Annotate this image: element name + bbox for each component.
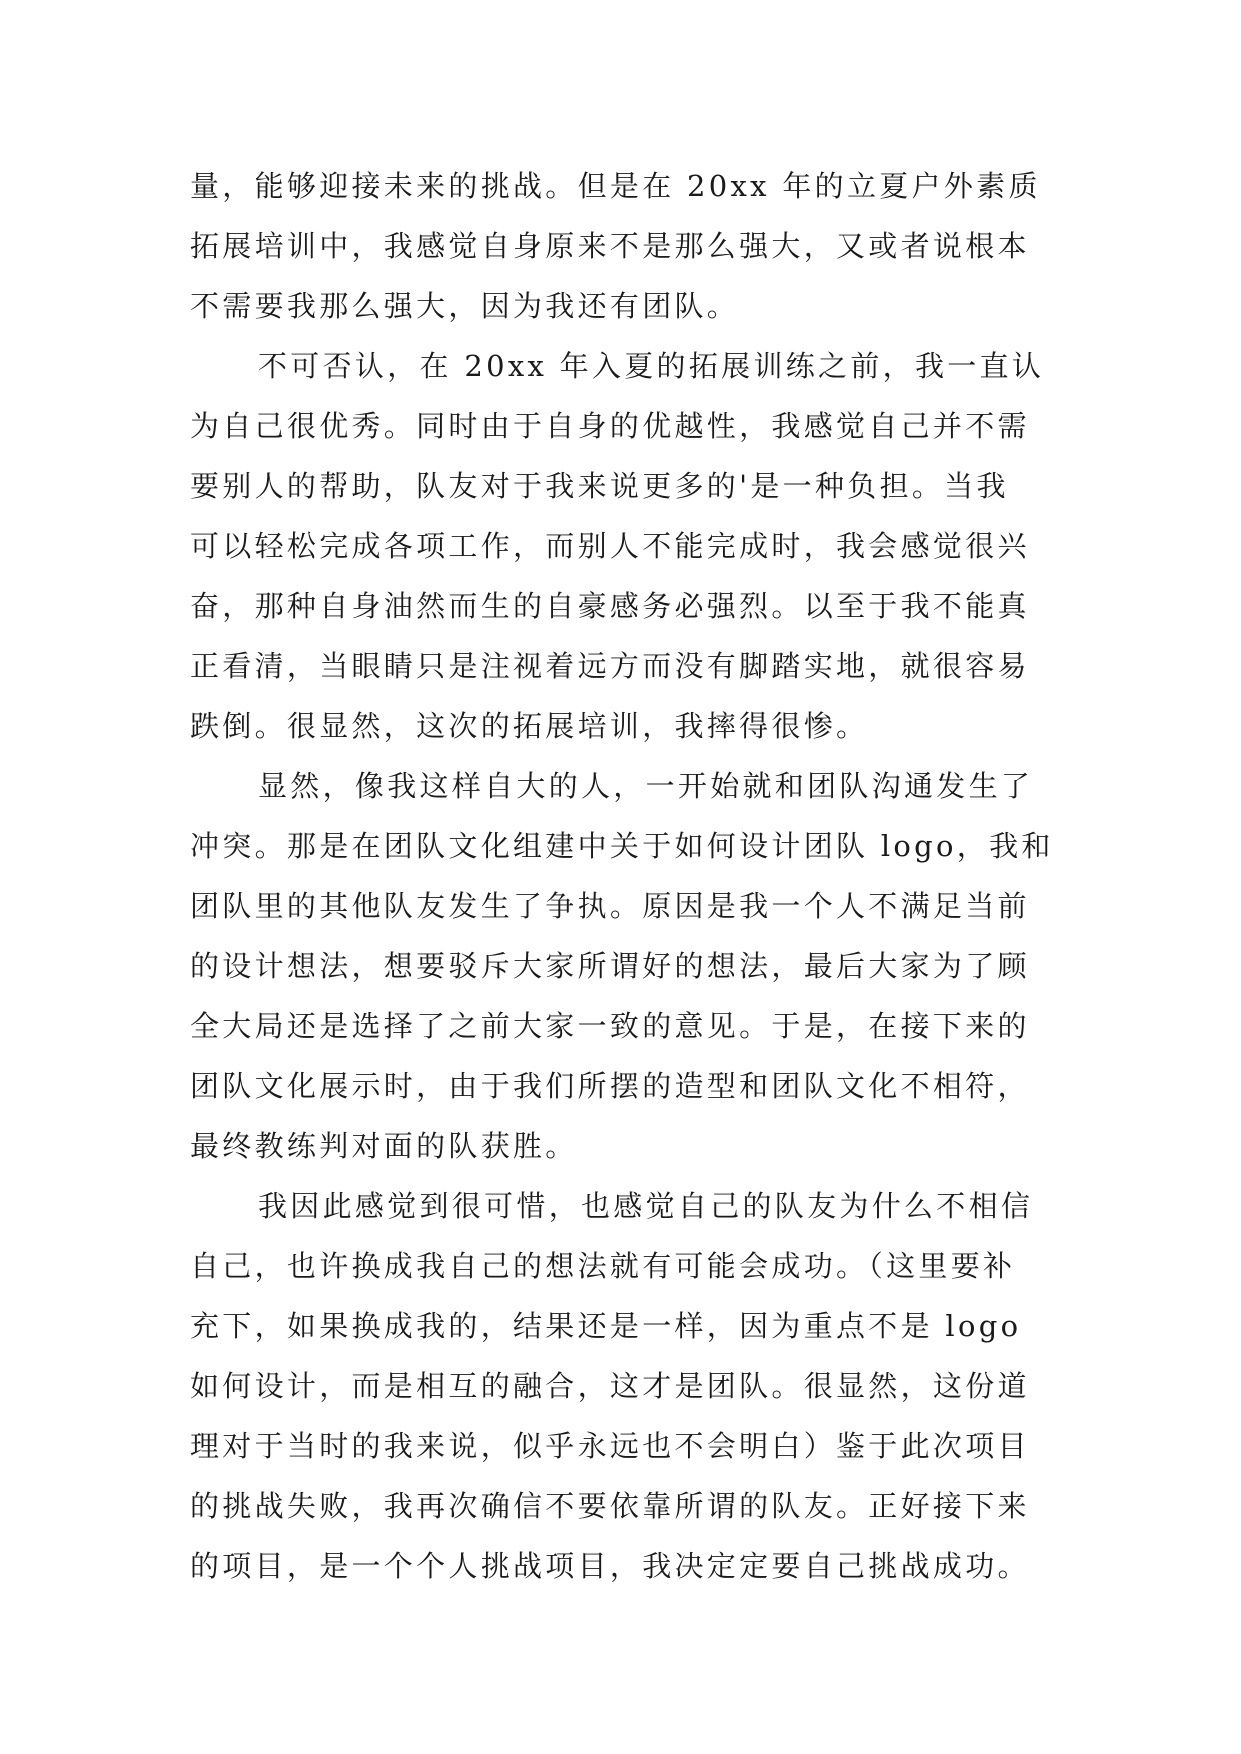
- paragraph-line: 如何设计，而是相互的融合，这才是团队。很显然，这份道: [190, 1369, 1030, 1403]
- paragraph-line: 要别人的帮助，队友对于我来说更多的'是一种负担。当我: [190, 469, 1009, 503]
- paragraph-first-line: 我因此感觉到很可惜，也感觉自己的队友为什么不相信: [258, 1189, 1034, 1223]
- paragraph-line: 量，能够迎接未来的挑战。但是在 20xx 年的立夏户外素质: [190, 169, 1041, 203]
- paragraph-line: 理对于当时的我来说，似乎永远也不会明白）鉴于此次项目: [190, 1429, 1030, 1463]
- paragraph-first-line: 不可否认，在 20xx 年入夏的拓展训练之前，我一直认: [258, 349, 1045, 383]
- paragraph-line: 不需要我那么强大，因为我还有团队。: [190, 289, 740, 323]
- paragraph-line: 的设计想法，想要驳斥大家所谓好的想法，最后大家为了顾: [190, 949, 1030, 983]
- paragraph-first-line: 显然，像我这样自大的人，一开始就和团队沟通发生了: [258, 769, 1034, 803]
- paragraph-line: 冲突。那是在团队文化组建中关于如何设计团队 logo，我和: [190, 829, 1054, 863]
- paragraph-line: 的项目，是一个个人挑战项目，我决定定要自己挑战成功。: [190, 1549, 1030, 1583]
- paragraph-line: 拓展培训中，我感觉自身原来不是那么强大，又或者说根本: [190, 229, 1030, 263]
- paragraph-line: 最终教练判对面的队获胜。: [190, 1129, 578, 1163]
- paragraph-line: 团队文化展示时，由于我们所摆的造型和团队文化不相符，: [190, 1069, 1030, 1103]
- paragraph-line: 充下，如果换成我的，结果还是一样，因为重点不是 logo: [190, 1309, 1022, 1343]
- paragraph-line: 正看清，当眼睛只是注视着远方而没有脚踏实地，就很容易: [190, 649, 1030, 683]
- paragraph-line: 团队里的其他队友发生了争执。原因是我一个人不满足当前: [190, 889, 1030, 923]
- paragraph-line: 奋，那种自身油然而生的自豪感务必强烈。以至于我不能真: [190, 589, 1030, 623]
- paragraph-line: 自己，也许换成我自己的想法就有可能会成功。（这里要补: [190, 1249, 1016, 1283]
- paragraph-line: 为自己很优秀。同时由于自身的优越性，我感觉自己并不需: [190, 409, 1030, 443]
- paragraph-line: 可以轻松完成各项工作，而别人不能完成时，我会感觉很兴: [190, 529, 1030, 563]
- paragraph-line: 跌倒。很显然，这次的拓展培训，我摔得很惨。: [190, 709, 869, 743]
- paragraph-line: 的挑战失败，我再次确信不要依靠所谓的队友。正好接下来: [190, 1489, 1030, 1523]
- paragraph-line: 全大局还是选择了之前大家一致的意见。于是，在接下来的: [190, 1009, 1030, 1043]
- body-text: [190, 156, 1090, 1596]
